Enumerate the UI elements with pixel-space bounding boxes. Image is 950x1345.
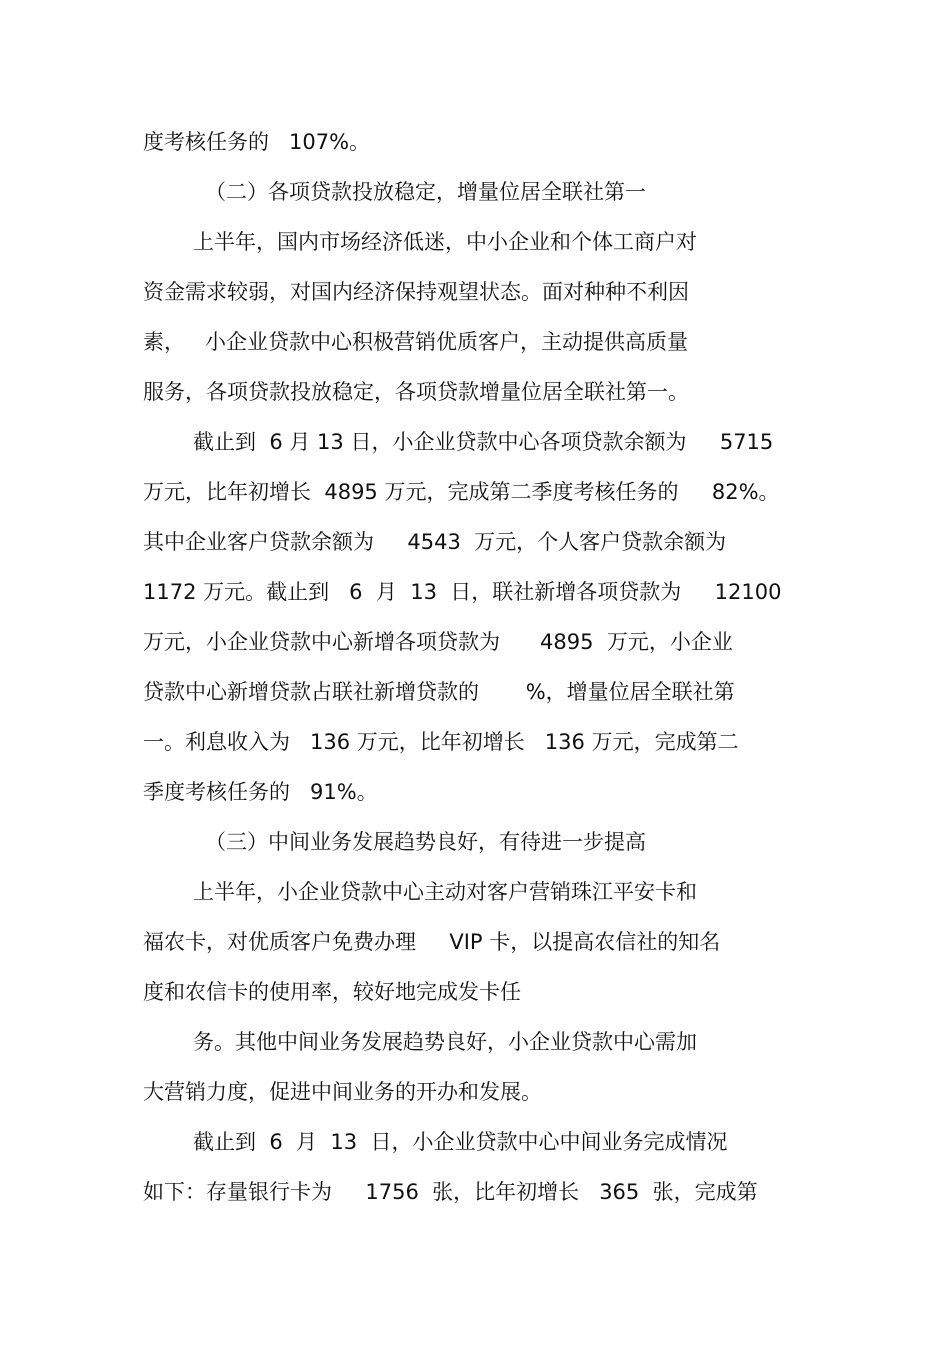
text-line: 大营销力度，促进中间业务的开办和发展。	[143, 1080, 542, 1104]
text-line: 服务，各项贷款投放稳定，各项贷款增量位居全联社第一。	[143, 380, 689, 404]
text-line: 1172 万元。截止到 6 月 13 日，联社新增各项贷款为 12100	[143, 580, 782, 604]
text-line: 季度考核任务的 91%。	[143, 780, 378, 804]
section-heading: （三）中间业务发展趋势良好，有待进一步提高	[205, 830, 646, 854]
text-line: 万元，比年初增长 4895 万元，完成第二季度考核任务的 82%。	[143, 480, 780, 504]
text-line: 其中企业客户贷款余额为 4543 万元，个人客户贷款余额为	[143, 530, 727, 554]
text-line: 上半年，小企业贷款中心主动对客户营销珠江平安卡和	[193, 880, 697, 904]
text-line: 万元，小企业贷款中心新增各项贷款为 4895 万元，小企业	[143, 630, 733, 654]
text-line: 福农卡，对优质客户免费办理 VIP 卡，以提高农信社的知名	[143, 930, 721, 954]
text-line: 截止到 6 月 13 日，小企业贷款中心中间业务完成情况	[193, 1130, 728, 1154]
text-line: 截止到 6 月 13 日，小企业贷款中心各项贷款余额为 5715	[193, 430, 774, 454]
text-line: 务。其他中间业务发展趋势良好，小企业贷款中心需加	[193, 1030, 697, 1054]
text-line: 度考核任务的 107%。	[143, 130, 371, 154]
section-heading: （二）各项贷款投放稳定，增量位居全联社第一	[205, 180, 646, 204]
text-line: 如下：存量银行卡为 1756 张，比年初增长 365 张，完成第	[143, 1180, 758, 1204]
text-line: 贷款中心新增贷款占联社新增贷款的 %，增量位居全联社第	[143, 680, 735, 704]
text-line: 素， 小企业贷款中心积极营销优质客户，主动提供高质量	[143, 330, 689, 354]
text-line: 度和农信卡的使用率，较好地完成发卡任	[143, 980, 521, 1004]
text-line: 一。利息收入为 136 万元，比年初增长 136 万元，完成第二	[143, 730, 739, 754]
text-line: 上半年，国内市场经济低迷，中小企业和个体工商户对	[193, 230, 697, 254]
text-line: 资金需求较弱，对国内经济保持观望状态。面对种种不利因	[143, 280, 689, 304]
